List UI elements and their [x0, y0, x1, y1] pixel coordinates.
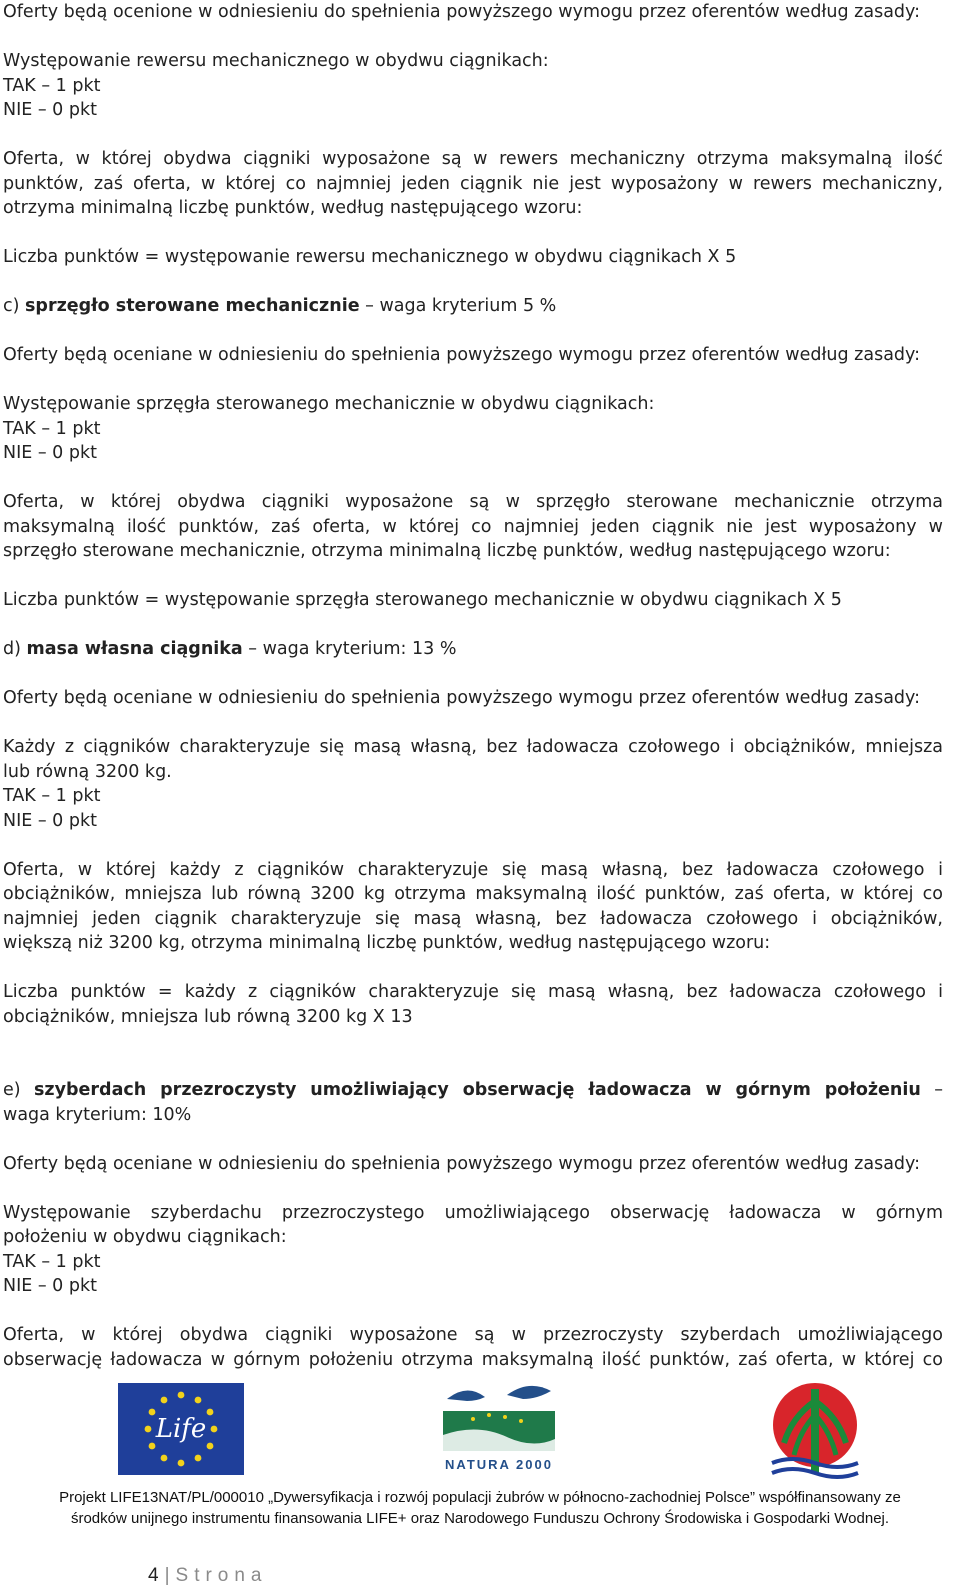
- page-number: [148, 1565, 268, 1587]
- heading-rest: –: [920, 1080, 943, 1100]
- heading-rest: – waga kryterium 5 %: [359, 296, 557, 316]
- page-number-value: 4: [148, 1565, 159, 1586]
- paragraph-line: lub równą 3200 kg.: [3, 762, 172, 782]
- heading-bold: sprzęgło sterowane mechanicznie: [25, 296, 360, 316]
- paragraph-line: najmniej jeden ciągnik charakteryzuje się masą własną, bez ładowacza czołowego i obciążników,: [3, 909, 943, 929]
- paragraph-line: Oferty będą oceniane w odniesieniu do spełnienia powyższego wymogu przez oferentów według zasady:: [3, 1154, 921, 1174]
- footer-funding-line-1: Projekt LIFE13NAT/PL/000010 „Dywersyfikacja i rozwój populacji żubrów w północno-zachodniej Polsce” współfinansowany ze: [59, 1489, 901, 1506]
- paragraph-line: Każdy z ciągników charakteryzuje się masą własną, bez ładowacza czołowego i obciążników, mniejsza: [3, 737, 943, 757]
- paragraph-line: Oferta, w której obydwa ciągniki wyposażone są w sprzęgło sterowane mechanicznie otrzyma: [3, 492, 943, 512]
- paragraph-line: Oferty będą oceniane w odniesieniu do spełnienia powyższego wymogu przez oferentów według zasady:: [3, 345, 921, 365]
- heading-rest: – waga kryterium: 13 %: [242, 639, 457, 659]
- paragraph-line: sprzęgło sterowane mechanicznie, otrzyma minimalną liczbę punktów, według następującego wzoru:: [3, 541, 891, 561]
- paragraph-line: maksymalną ilość punktów, zaś oferta, w której co najmniej jeden ciągnik nie jest wyposażony w: [3, 517, 943, 537]
- paragraph-line: TAK – 1 pkt: [3, 76, 101, 96]
- paragraph-line: NIE – 0 pkt: [3, 1276, 97, 1296]
- paragraph-line: Oferty będą ocenione w odniesieniu do spełnienia powyższego wymogu przez oferentów według zasady:: [3, 2, 921, 22]
- paragraph-line: położeniu w obydwu ciągnikach:: [3, 1227, 287, 1247]
- footer-funding-line-2: środków unijnego instrumentu finansowania LIFE+ oraz Narodowego Funduszu Ochrony Środowiska i Gospodarki Wodnej.: [70, 1510, 890, 1527]
- paragraph-line: obserwację ładowacza w górnym położeniu otrzyma maksymalną ilość punktów, zaś oferta, w której co: [3, 1350, 943, 1370]
- paragraph-line: NIE – 0 pkt: [3, 443, 97, 463]
- paragraph-line: Oferta, w której każdy z ciągników charakteryzuje się masą własną, bez ładowacza czołowego i: [3, 860, 943, 880]
- paragraph-line: Oferty będą oceniane w odniesieniu do spełnienia powyższego wymogu przez oferentów według zasady:: [3, 688, 921, 708]
- page-separator: |: [164, 1565, 170, 1586]
- paragraph-line: punktów, zaś oferta, w której co najmniej jeden ciągnik nie jest wyposażony w rewers mechaniczny,: [3, 174, 943, 194]
- sponsor-logos: [0, 1395, 960, 1495]
- paragraph-line: TAK – 1 pkt: [3, 1252, 101, 1272]
- paragraph-line: Oferta, w której obydwa ciągniki wyposażone są w rewers mechaniczny otrzyma maksymalną ilość: [3, 149, 943, 169]
- paragraph-line: Występowanie sprzęgła sterowanego mechanicznie w obydwu ciągnikach:: [3, 394, 655, 414]
- criterion-heading-c: [3, 294, 556, 318]
- paragraph-line: otrzyma minimalną liczbę punktów, według następującego wzoru:: [3, 198, 583, 218]
- eu-life-logo: [118, 1383, 244, 1475]
- page-word: Strona: [175, 1565, 268, 1586]
- heading-bold: szyberdach przezroczysty umożliwiający obserwację ładowacza w górnym położeniu: [34, 1080, 921, 1100]
- paragraph-line: TAK – 1 pkt: [3, 786, 101, 806]
- paragraph-line: Oferta, w której obydwa ciągniki wyposażone są w przezroczysty szyberdach umożliwiającego: [3, 1325, 943, 1345]
- criterion-heading-d: [3, 637, 456, 661]
- criterion-heading-e: [3, 1078, 943, 1102]
- paragraph-line: obciążników, mniejsza lub równą 3200 kg otrzyma maksymalną ilość punktów, zaś oferta, w której co: [3, 884, 943, 904]
- paragraph-line: NIE – 0 pkt: [3, 811, 97, 831]
- formula-line: Liczba punktów = występowanie rewersu mechanicznego w obydwu ciągnikach X 5: [3, 247, 737, 267]
- paragraph-line: NIE – 0 pkt: [3, 100, 97, 120]
- heading-prefix: d): [3, 639, 27, 659]
- paragraph-line: większą niż 3200 kg, otrzyma minimalną liczbę punktów, według następującego wzoru:: [3, 933, 771, 953]
- formula-line: Liczba punktów = każdy z ciągników charakteryzuje się masą własną, bez ładowacza czołowego i: [3, 982, 943, 1002]
- heading-prefix: c): [3, 296, 26, 316]
- life-wordmark: Life: [155, 1414, 207, 1444]
- heading-bold: masa własna ciągnika: [26, 639, 243, 659]
- formula-line: obciążników, mniejsza lub równą 3200 kg X 13: [3, 1007, 413, 1027]
- natura-2000-logo: [437, 1379, 561, 1475]
- heading-prefix: e): [3, 1080, 35, 1100]
- natura-wordmark: NATURA 2000: [445, 1457, 553, 1472]
- paragraph-line: TAK – 1 pkt: [3, 419, 101, 439]
- paragraph-line: Występowanie rewersu mechanicznego w obydwu ciągnikach:: [3, 51, 549, 71]
- formula-line: Liczba punktów = występowanie sprzęgła sterowanego mechanicznie w obydwu ciągnikach X 5: [3, 590, 842, 610]
- nfosigw-logo: [768, 1381, 862, 1481]
- paragraph-line: waga kryterium: 10%: [3, 1105, 192, 1125]
- paragraph-line: Występowanie szyberdachu przezroczystego umożliwiającego obserwację ładowacza w górnym: [3, 1203, 943, 1223]
